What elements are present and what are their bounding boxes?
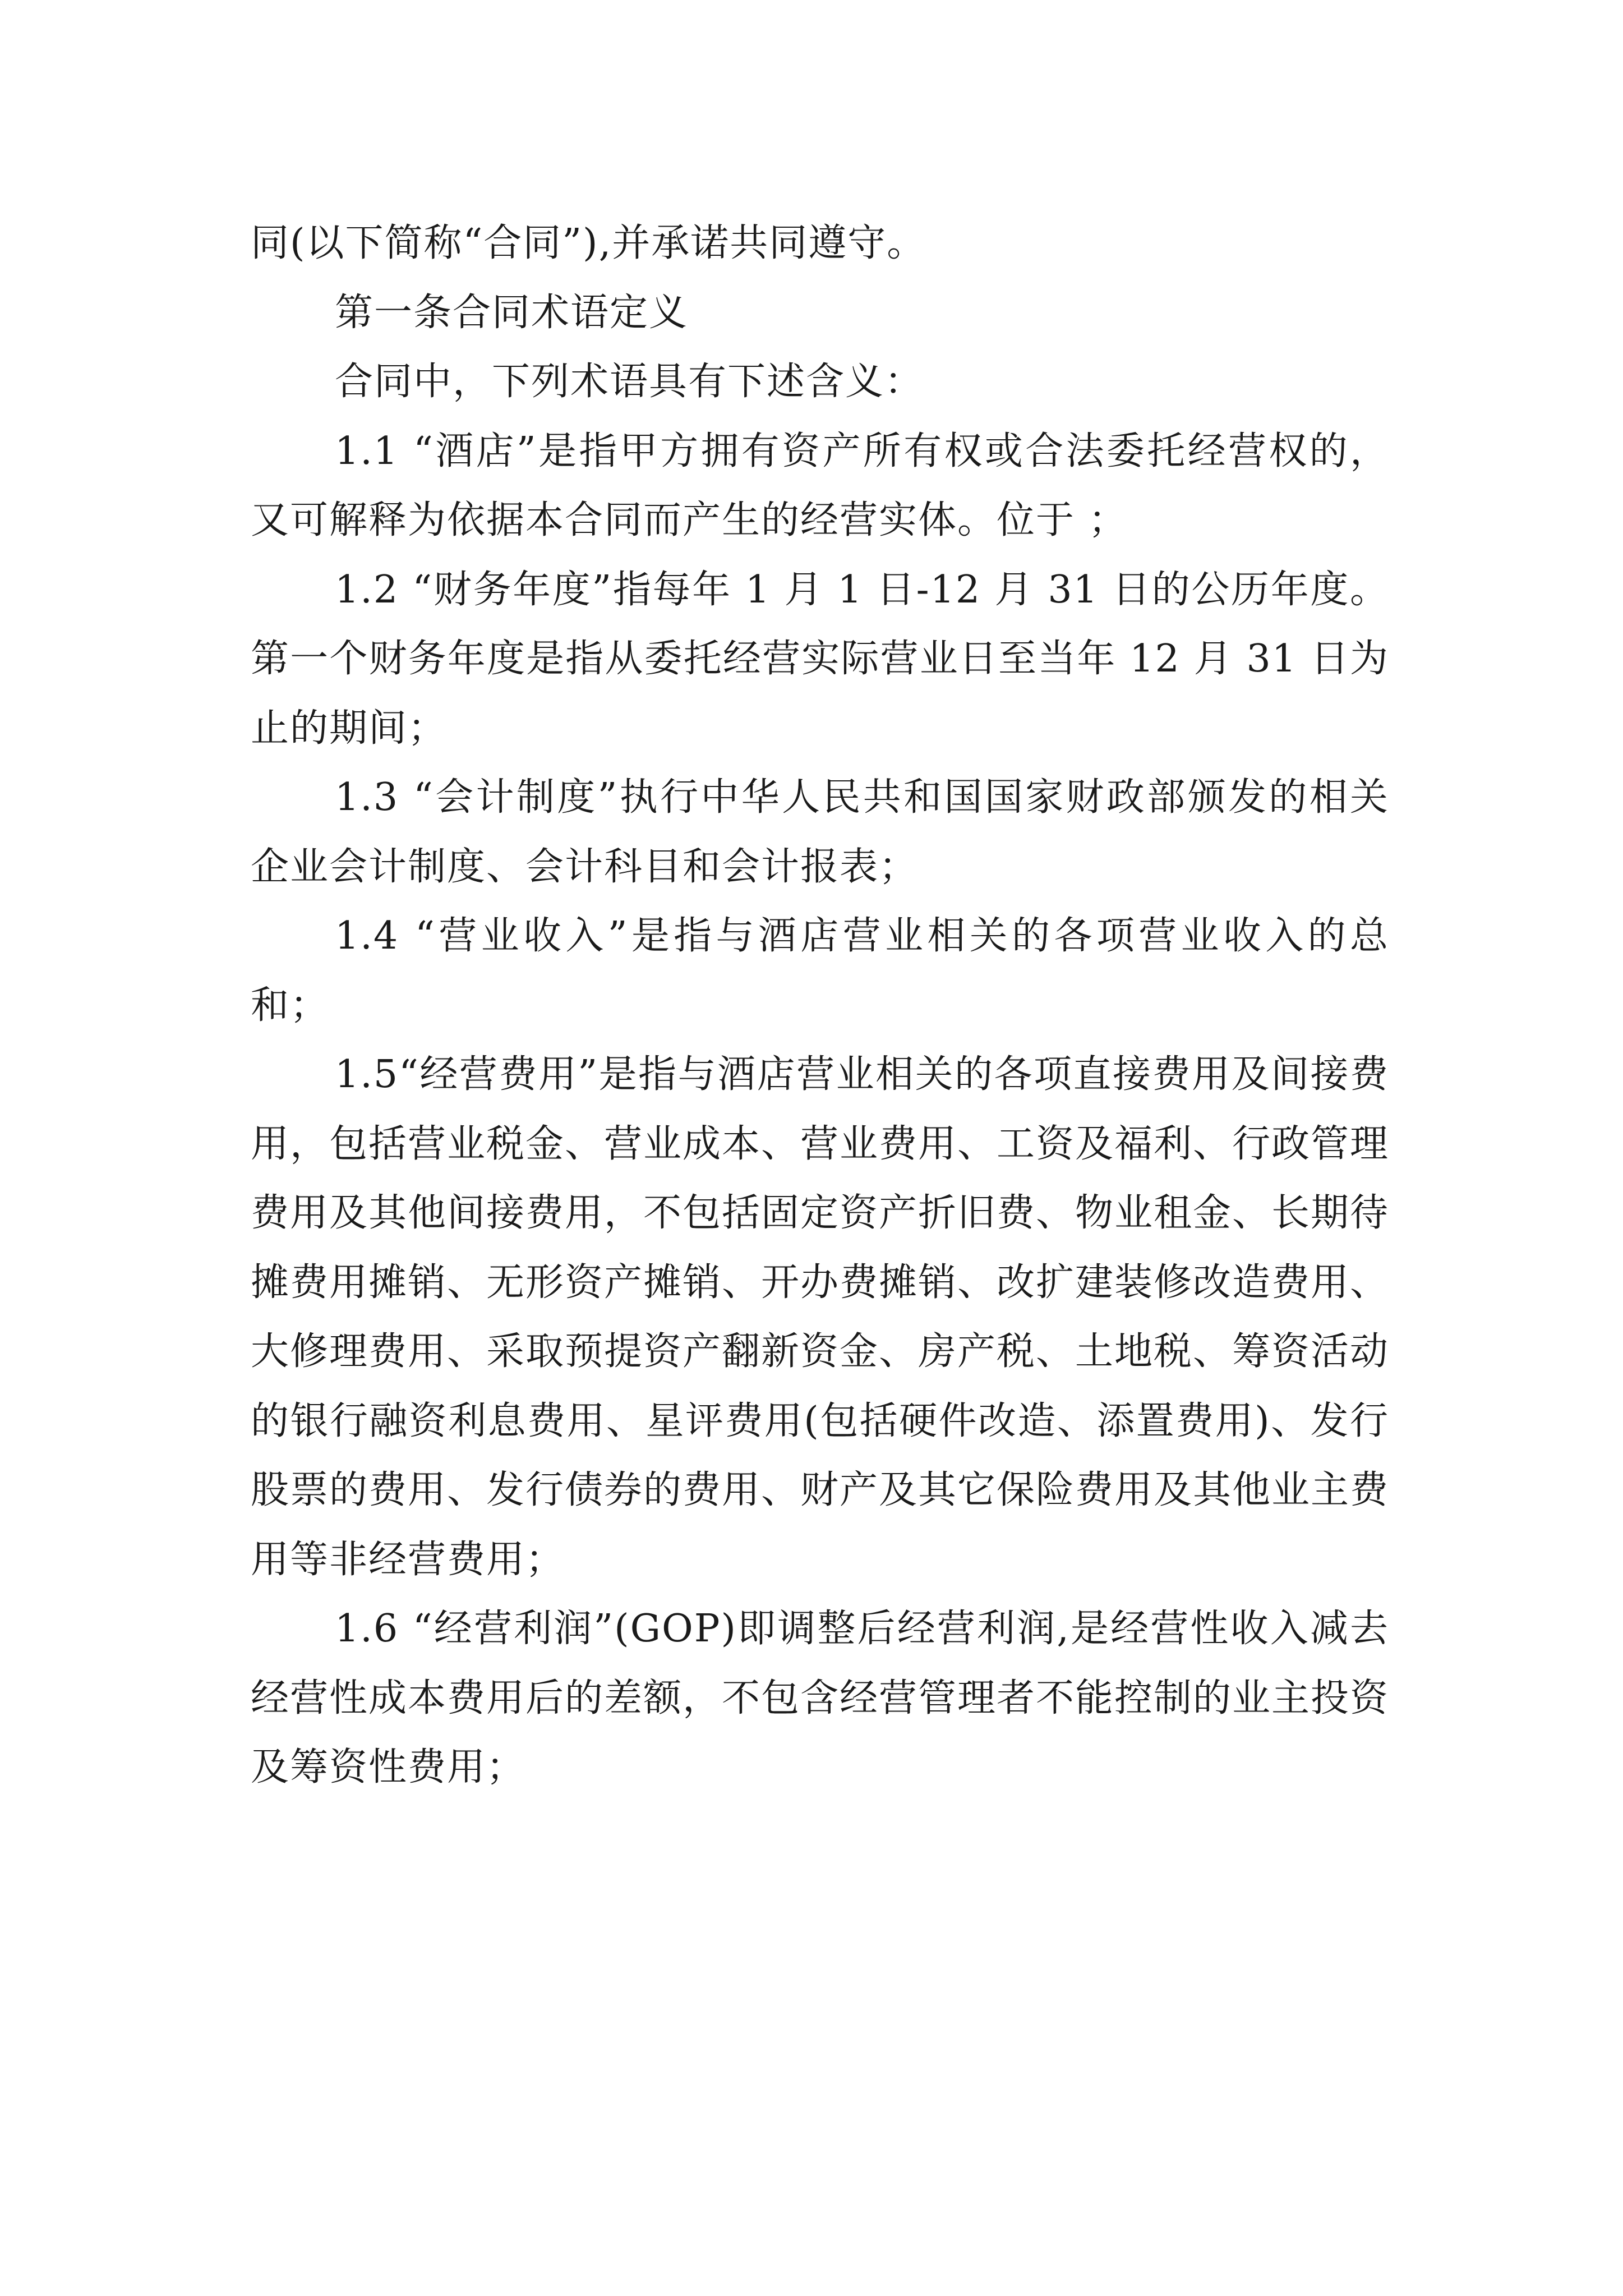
paragraph-preamble-end: 同(以下简称“合同”),并承诺共同遵守。 [251, 221, 926, 265]
paragraph-definitions-intro: 合同中，下列术语具有下述含义： [335, 360, 924, 404]
contract-body [251, 209, 1389, 1802]
paragraph-clause-1-6: 1.6 “经营利润”(GOP)即调整后经营利润,是经营性收入减去经营性成本费用后的差额，不包含经营管理者不能控制的业主投资及筹资性费用； [251, 1607, 1390, 1789]
paragraph-clause-1-3: 1.3 “会计制度”执行中华人民共和国国家财政部颁发的相关企业会计制度、会计科目和会计报表； [251, 775, 1389, 889]
paragraph-clause-1-1: 1.1 “酒店”是指甲方拥有资产所有权或合法委托经营权的，又可解释为依据本合同而产生的经营实体。位于 ； [251, 429, 1389, 542]
paragraph-article-1-heading: 第一条合同术语定义 [335, 290, 689, 335]
paragraph-clause-1-2: 1.2 “财务年度”指每年 1 月 1 日-12 月 31 日的公历年度。第一个财务年度是指从委托经营实际营业日至当年 12 月 31 日为止的期间； [251, 567, 1389, 751]
paragraph-clause-1-5: 1.5“经营费用”是指与酒店营业相关的各项直接费用及间接费用，包括营业税金、营业成本、营业费用、工资及福利、行政管理费用及其他间接费用，不包括固定资产折旧费、物业租金、长期待摊费用摊销、无形资产摊销、开办费摊销、改扩建装修改造费用、大修理费用、采取预提资产翻新资金、房产税、土地税、筹资活动的银行融资利息费用、星评费用(包括硬件改造、添置费用)、发行股票的费用、发行债券的费用、财产及其它保险费用及其他业主费用等非经营费用； [251, 1052, 1390, 1582]
paragraph-clause-1-4: 1.4 “营业收入”是指与酒店营业相关的各项营业收入的总和； [251, 914, 1389, 1028]
